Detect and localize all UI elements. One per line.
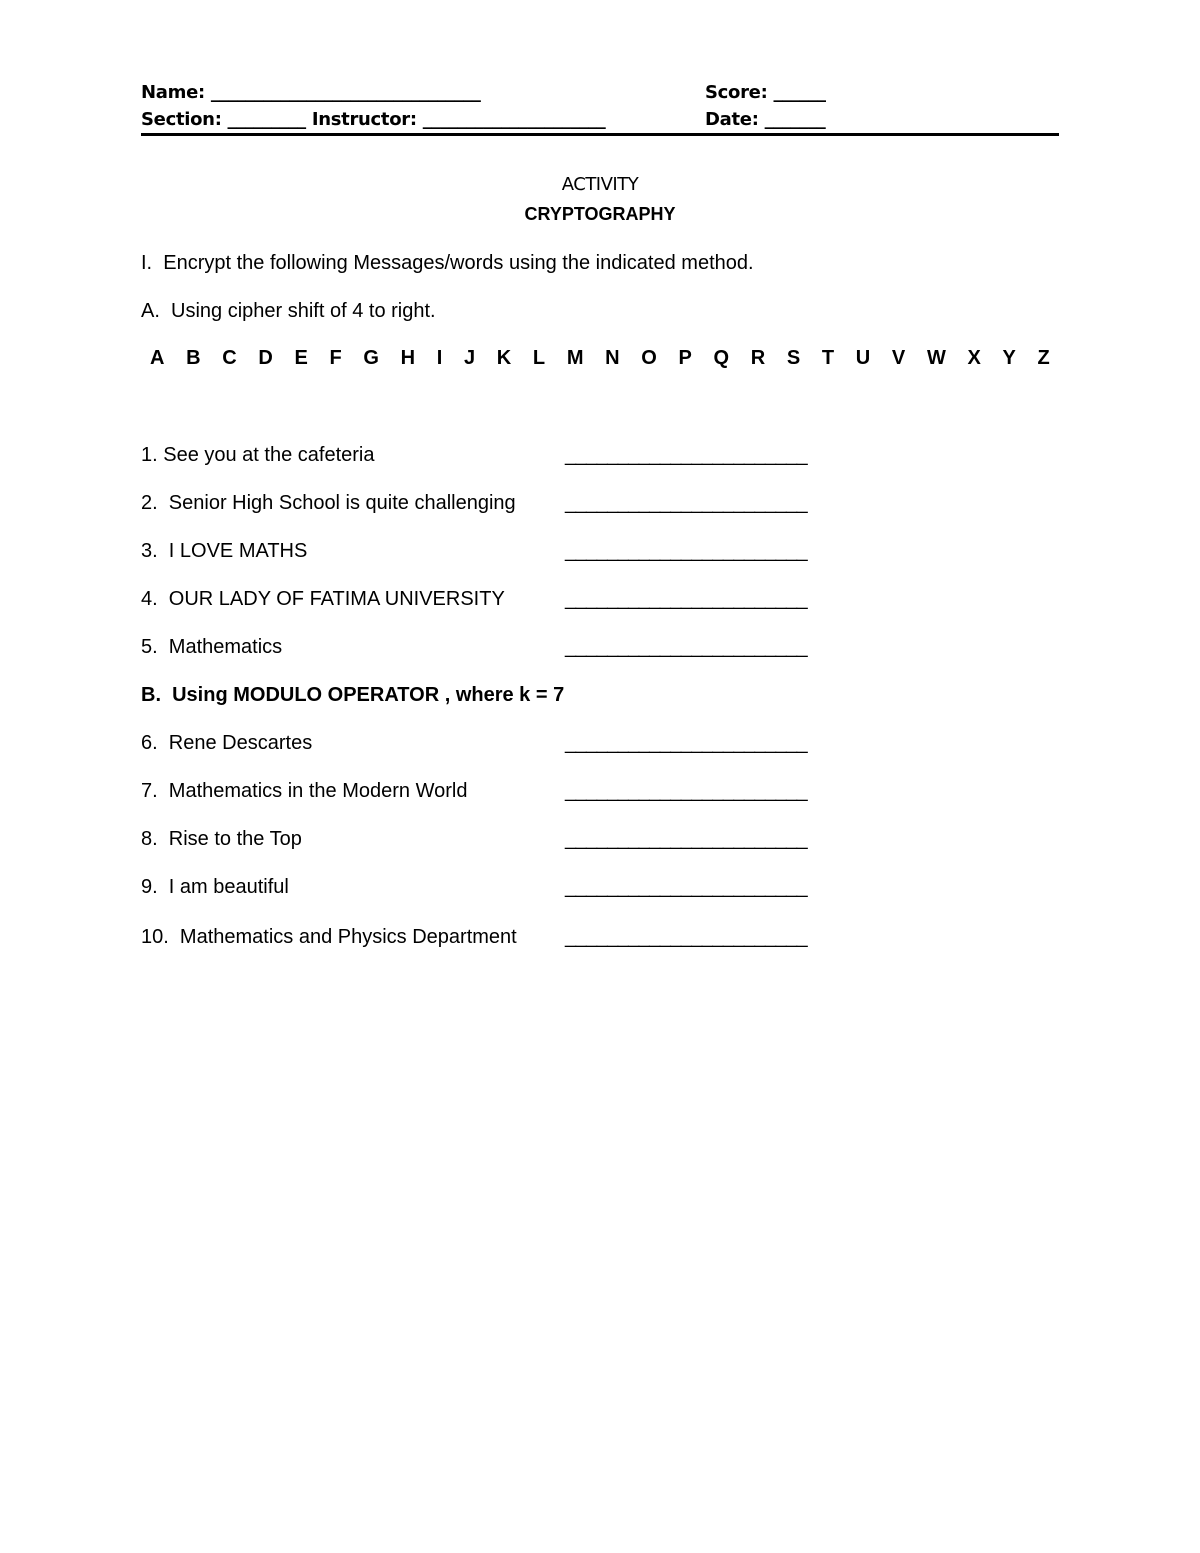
question-item-3: 3. I LOVE MATHS xyxy=(141,540,308,562)
alphabet-letter: K xyxy=(496,347,512,369)
alphabet-letter: E xyxy=(294,347,308,369)
alphabet-letter: F xyxy=(329,347,342,369)
question-item-1: 1. See you at the cafeteria xyxy=(141,444,375,466)
alphabet-letter: I xyxy=(436,347,443,369)
question-item-7: 7. Mathematics in the Modern World xyxy=(141,780,468,802)
section-instructor-field-label: Section: _________ Instructor: _____________________ xyxy=(141,109,606,130)
alphabet-letter: Q xyxy=(713,347,730,369)
question-item-4: 4. OUR LADY OF FATIMA UNIVERSITY xyxy=(141,588,505,610)
date-field-label: Date: _______ xyxy=(705,109,826,130)
alphabet-letter: Y xyxy=(1002,347,1016,369)
question-item-9: 9. I am beautiful xyxy=(141,876,289,898)
answer-blank-8[interactable]: _______________________ xyxy=(565,828,808,850)
answer-blank-6[interactable]: _______________________ xyxy=(565,732,808,754)
header-divider xyxy=(141,133,1059,136)
question-item-8: 8. Rise to the Top xyxy=(141,828,302,850)
alphabet-letter: R xyxy=(750,347,766,369)
score-field-label: Score: ______ xyxy=(705,82,826,103)
cryptography-title: CRYPTOGRAPHY xyxy=(524,204,676,224)
answer-blank-9[interactable]: _______________________ xyxy=(565,876,808,898)
answer-blank-4[interactable]: _______________________ xyxy=(565,588,808,610)
answer-blank-7[interactable]: _______________________ xyxy=(565,780,808,802)
alphabet-letter: O xyxy=(641,347,657,369)
answer-blank-2[interactable]: _______________________ xyxy=(565,492,808,514)
answer-blank-10[interactable]: _______________________ xyxy=(565,926,808,948)
question-item-10: 10. Mathematics and Physics Department xyxy=(141,926,517,948)
alphabet-row xyxy=(150,347,1050,370)
name-field-label: Name: _______________________________ xyxy=(141,82,481,103)
alphabet-letter: A xyxy=(150,347,165,369)
alphabet-letter: T xyxy=(821,347,835,369)
question-item-5: 5. Mathematics xyxy=(141,636,283,658)
question-item-6: 6. Rene Descartes xyxy=(141,732,313,754)
instruction-part-a: A. Using cipher shift of 4 to right. xyxy=(141,300,436,322)
alphabet-letter: C xyxy=(222,347,237,369)
alphabet-letter: U xyxy=(855,347,871,369)
alphabet-letter: H xyxy=(400,347,416,369)
question-item-2: 2. Senior High School is quite challenging xyxy=(141,492,516,514)
activity-title: ACTIVITY xyxy=(561,174,639,195)
alphabet-letter: L xyxy=(532,347,546,369)
alphabet-letter: M xyxy=(566,347,584,369)
answer-blank-1[interactable]: _______________________ xyxy=(565,444,808,466)
alphabet-letter: S xyxy=(786,347,801,369)
answer-blank-3[interactable]: _______________________ xyxy=(565,540,808,562)
alphabet-letter: P xyxy=(678,347,692,369)
answer-blank-5[interactable]: _______________________ xyxy=(565,636,808,658)
alphabet-letter: V xyxy=(891,347,906,369)
alphabet-letter: W xyxy=(926,347,946,369)
alphabet-letter: D xyxy=(258,347,273,369)
alphabet-letter: B xyxy=(186,347,201,369)
instruction-part-b: B. Using MODULO OPERATOR , where k = 7 xyxy=(141,684,565,706)
alphabet-letter: Z xyxy=(1037,347,1050,369)
alphabet-letter: N xyxy=(605,347,620,369)
alphabet-letter: G xyxy=(363,347,379,369)
alphabet-letter: J xyxy=(464,347,476,369)
alphabet-letter: X xyxy=(967,347,981,369)
instruction-part-1: I. Encrypt the following Messages/words using the indicated method. xyxy=(141,252,754,274)
